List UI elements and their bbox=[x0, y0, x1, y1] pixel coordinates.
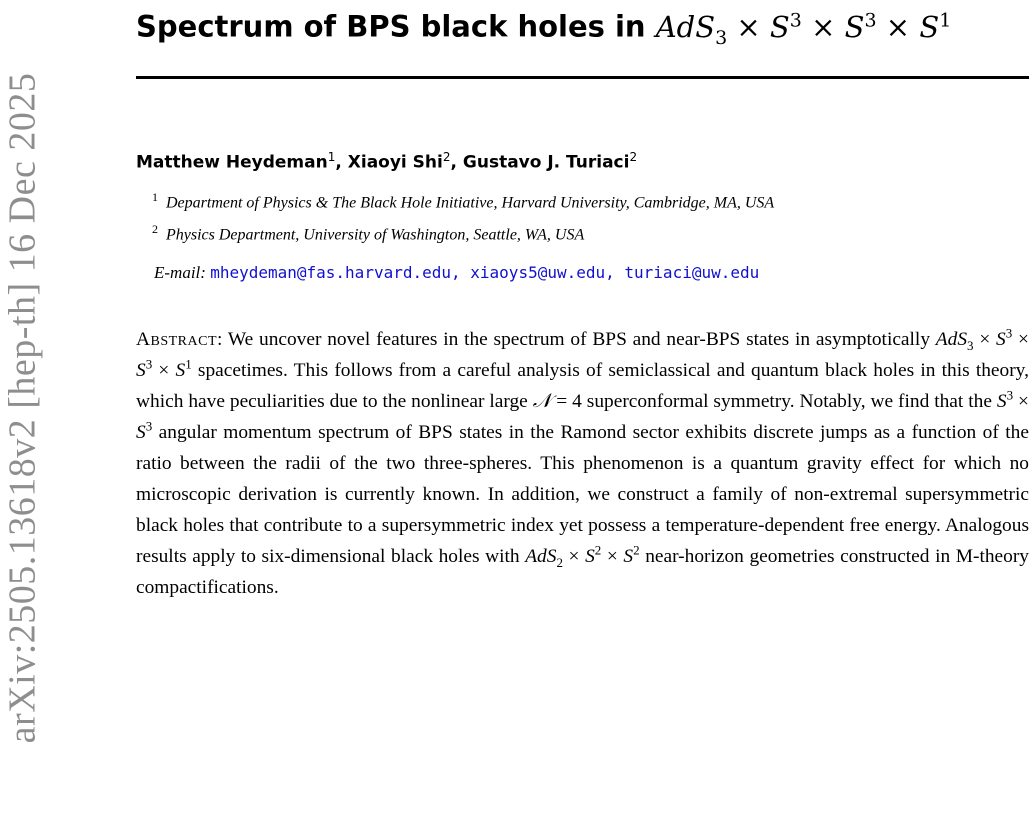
abstract: Abstract: We uncover novel features in the spectrum of BPS and near-BPS states in asymptotically $AdS_3 \times S^3 \times S^3 \times S^1$ spacetimes. This follows from a careful analysis of semiclassical and quantum black holes in this theory, which have peculiarities due to the nonlinear large 𝒩 = 4 superconformal symmetry. Notably, we find that the $S^3 \times S^3$ angular momentum spectrum of BPS states in the Ramond sector exhibits discrete jumps as a function of the ratio between the radii of the two three-spheres. This phenomenon is a quantum gravity effect for which no microscopic derivation is currently known. In addition, we construct a family of non-extremal supersymmetric black holes that contribute to a supersymmetric index yet possess a temperature-dependent free energy. Analogous results apply to six-dimensional black holes with $AdS_2 \times S^2 \times S^2$ near-horizon geometries constructed in M-theory compactifications. bbox=[136, 325, 1029, 598]
email-label: E-mail: bbox=[154, 263, 206, 282]
abstract-math-4: $AdS_2 \times S^2 \times S^2$ bbox=[525, 542, 640, 570]
arxiv-watermark bbox=[0, 0, 44, 816]
arxiv-identifier: arXiv:2505.13618v2 [hep-th] 16 Dec 2025 bbox=[1, 72, 44, 744]
author-affil-mark: 2 bbox=[629, 150, 638, 164]
paper-title bbox=[136, 0, 1016, 49]
author-name: Matthew Heydeman bbox=[136, 152, 328, 173]
title-math: $AdS_3 \times S^3 \times S^3 \times S^1$ bbox=[655, 9, 952, 49]
affiliation-mark: 2 bbox=[152, 222, 158, 236]
author-list: Matthew Heydeman$^1$, Xiaoyi Shi$^2$, Gustavo J. Turiaci$^2$ bbox=[136, 150, 638, 173]
title-text: Spectrum of BPS black holes in bbox=[136, 9, 646, 44]
author-affil-mark: 1 bbox=[327, 150, 336, 164]
abstract-text-4: angular momentum spectrum of BPS states in the Ramond sector exhibits discrete jumps as a function of the ratio between the radii of the two three-spheres. This phenomenon is a quantum gravity effect for which no microscopic derivation is currently known. In addition, we construct a family of non-extremal supersymmetric black holes that contribute to a supersymmetric index yet possess a temperature-dependent free energy. Analogous results apply to six-dimensional black holes with bbox=[136, 422, 1029, 567]
affiliation-2 bbox=[152, 222, 584, 244]
email-line bbox=[154, 263, 759, 283]
author-name: Gustavo J. Turiaci bbox=[462, 152, 630, 173]
affiliation-1 bbox=[152, 190, 774, 212]
abstract-math-3: $S^3 \times S^3$ bbox=[136, 387, 1029, 443]
email-addresses[interactable]: mheydeman@fas.harvard.edu, xiaoys5@uw.edu, turiaci@uw.edu bbox=[210, 263, 760, 282]
abstract-heading: Abstract bbox=[136, 329, 218, 350]
abstract-text-5: near-horizon geometries constructed in M-theory compactifications. bbox=[136, 546, 1029, 598]
abstract-text-3: superconformal symmetry. Notably, we find that the bbox=[586, 391, 992, 412]
abstract-math-1: $AdS_3 \times S^3 \times S^3 \times S^1$ bbox=[136, 325, 1029, 381]
affiliation-mark: 1 bbox=[152, 190, 158, 204]
affiliation-text: Physics Department, University of Washington, Seattle, WA, USA bbox=[166, 226, 585, 244]
affiliation-text: Department of Physics & The Black Hole Initiative, Harvard University, Cambridge, MA, USA bbox=[166, 194, 775, 212]
author-name: Xiaoyi Shi bbox=[347, 152, 443, 173]
author-affil-mark: 2 bbox=[442, 150, 451, 164]
title-rule bbox=[136, 76, 1029, 79]
abstract-math-2: 𝒩 = 4 bbox=[532, 391, 582, 412]
abstract-text-1: We uncover novel features in the spectrum of BPS and near-BPS states in asymptotically bbox=[227, 329, 931, 350]
abstract-text-2: spacetimes. This follows from a careful analysis of semiclassical and quantum black holes in this theory, which have peculiarities due to the nonlinear large bbox=[136, 360, 1029, 412]
